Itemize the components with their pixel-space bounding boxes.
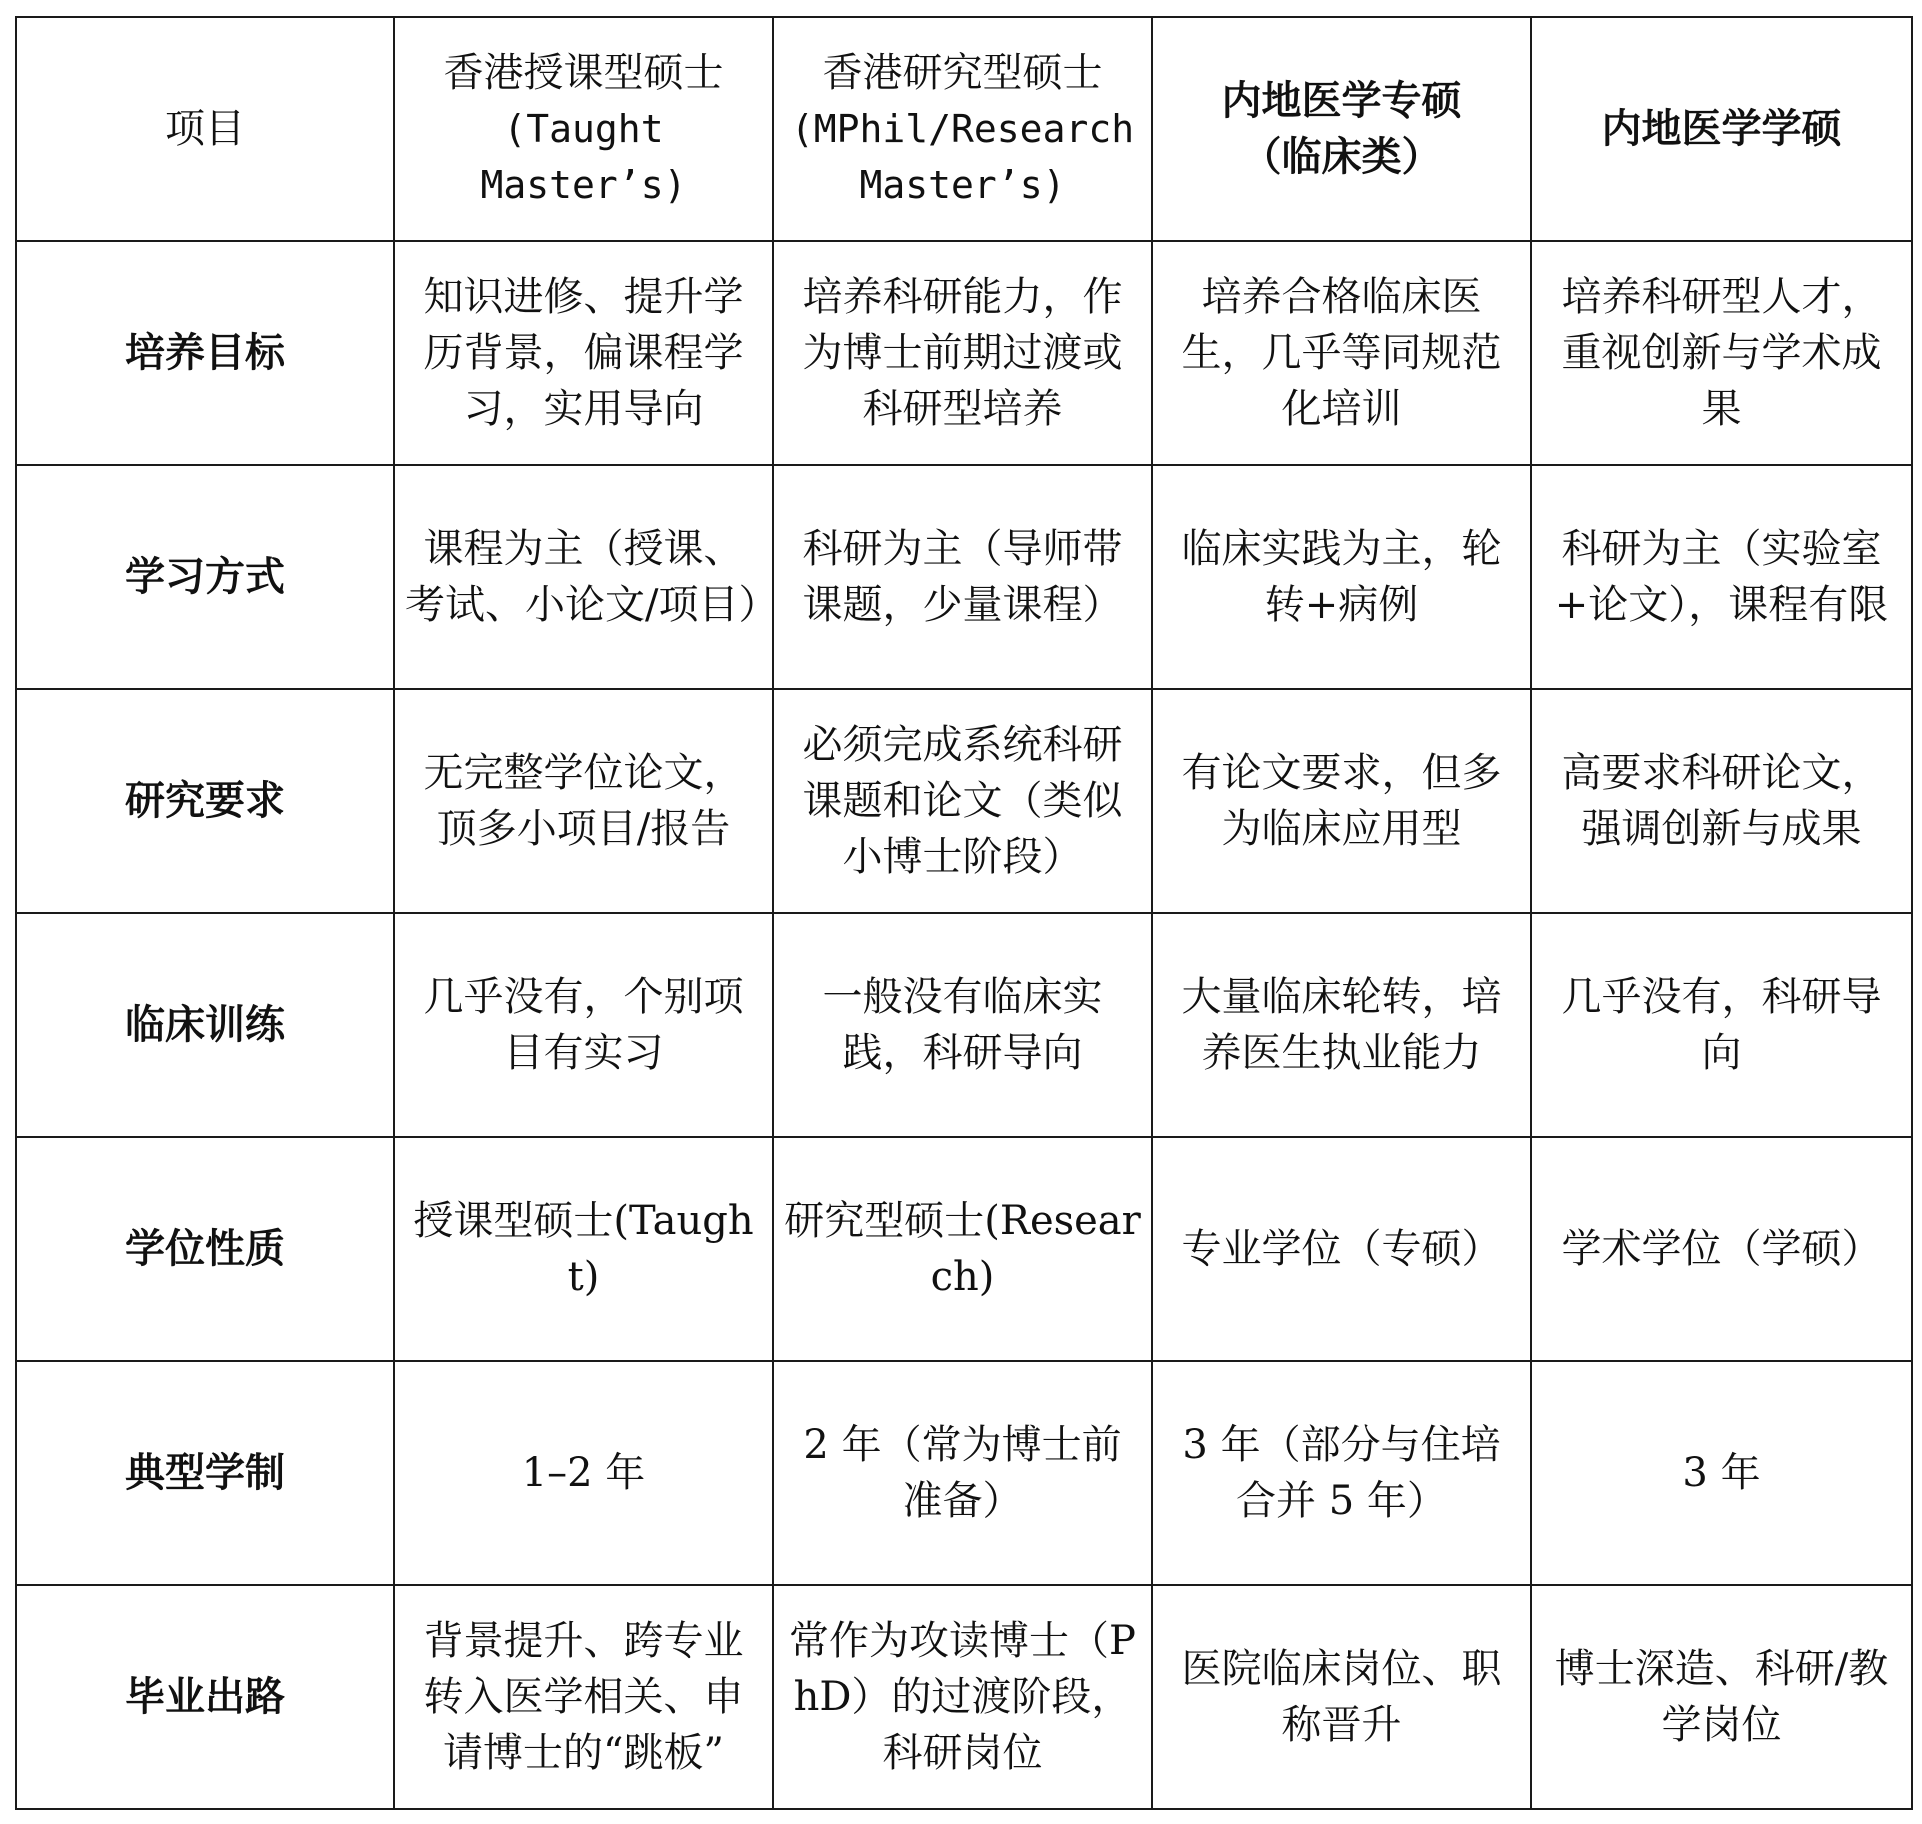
row-label-cell: 培养目标 xyxy=(16,241,394,465)
header-cell-hk-taught xyxy=(394,17,773,241)
table-cell: 专业学位（专硕） xyxy=(1152,1137,1531,1361)
table-row xyxy=(16,689,1912,913)
table-cell: 3 年（部分与住培合并 5 年） xyxy=(1152,1361,1531,1585)
table-cell: 学术学位（学硕） xyxy=(1531,1137,1912,1361)
row-label-cell: 研究要求 xyxy=(16,689,394,913)
table-cell: 3 年 xyxy=(1531,1361,1912,1585)
table-cell: 无完整学位论文，顶多小项目/报告 xyxy=(394,689,773,913)
table-row xyxy=(16,465,1912,689)
table-cell: 培养科研型人才，重视创新与学术成果 xyxy=(1531,241,1912,465)
header-row xyxy=(16,17,1912,241)
column-subtitle-line: (MPhil/Research xyxy=(790,107,1135,151)
table-cell: 一般没有临床实践，科研导向 xyxy=(773,913,1152,1137)
column-subtitle-line: Master’s) xyxy=(480,163,687,207)
column-title: 香港研究型硕士 xyxy=(822,50,1103,96)
table-cell: 临床实践为主，轮转+病例 xyxy=(1152,465,1531,689)
table-cell: 医院临床岗位、职称晋升 xyxy=(1152,1585,1531,1809)
column-subtitle-line: （临床类） xyxy=(1241,134,1442,180)
table-row xyxy=(16,1361,1912,1585)
row-label-cell: 典型学制 xyxy=(16,1361,394,1585)
table-row xyxy=(16,241,1912,465)
column-title: 内地医学专硕 xyxy=(1221,78,1462,124)
header-cell-mainland-professional xyxy=(1152,17,1531,241)
comparison-table xyxy=(15,16,1913,1810)
table-cell: 培养合格临床医生，几乎等同规范化培训 xyxy=(1152,241,1531,465)
header-cell-mainland-academic xyxy=(1531,17,1912,241)
table-cell: 常作为攻读博士（PhD）的过渡阶段，科研岗位 xyxy=(773,1585,1152,1809)
table-cell: 2 年（常为博士前准备） xyxy=(773,1361,1152,1585)
header-cell-hk-research xyxy=(773,17,1152,241)
column-title: 香港授课型硕士 xyxy=(443,50,724,96)
table-cell: 授课型硕士(Taught) xyxy=(394,1137,773,1361)
table-cell: 大量临床轮转，培养医生执业能力 xyxy=(1152,913,1531,1137)
comparison-table-container xyxy=(15,16,1913,1810)
table-cell: 知识进修、提升学历背景，偏课程学习，实用导向 xyxy=(394,241,773,465)
column-subtitle-line: (Taught xyxy=(503,107,664,151)
table-cell: 有论文要求，但多为临床应用型 xyxy=(1152,689,1531,913)
table-cell: 1–2 年 xyxy=(394,1361,773,1585)
table-cell: 研究型硕士(Research) xyxy=(773,1137,1152,1361)
table-cell: 科研为主（导师带课题，少量课程） xyxy=(773,465,1152,689)
row-label-cell: 临床训练 xyxy=(16,913,394,1137)
table-cell: 高要求科研论文，强调创新与成果 xyxy=(1531,689,1912,913)
column-subtitle-line: Master’s) xyxy=(859,163,1066,207)
table-cell: 几乎没有，科研导向 xyxy=(1531,913,1912,1137)
table-row xyxy=(16,913,1912,1137)
header-cell-item xyxy=(16,17,394,241)
row-label-cell: 学位性质 xyxy=(16,1137,394,1361)
table-cell: 培养科研能力，作为博士前期过渡或科研型培养 xyxy=(773,241,1152,465)
table-row xyxy=(16,1137,1912,1361)
column-title: 内地医学学硕 xyxy=(1601,106,1842,152)
corner-label: 项目 xyxy=(165,106,245,152)
table-cell: 必须完成系统科研课题和论文（类似小博士阶段） xyxy=(773,689,1152,913)
row-label-cell: 学习方式 xyxy=(16,465,394,689)
table-cell: 博士深造、科研/教学岗位 xyxy=(1531,1585,1912,1809)
table-cell: 几乎没有，个别项目有实习 xyxy=(394,913,773,1137)
table-row xyxy=(16,1585,1912,1809)
row-label-cell: 毕业出路 xyxy=(16,1585,394,1809)
table-cell: 科研为主（实验室+论文），课程有限 xyxy=(1531,465,1912,689)
table-cell: 背景提升、跨专业转入医学相关、申请博士的“跳板” xyxy=(394,1585,773,1809)
table-cell: 课程为主（授课、考试、小论文/项目） xyxy=(394,465,773,689)
